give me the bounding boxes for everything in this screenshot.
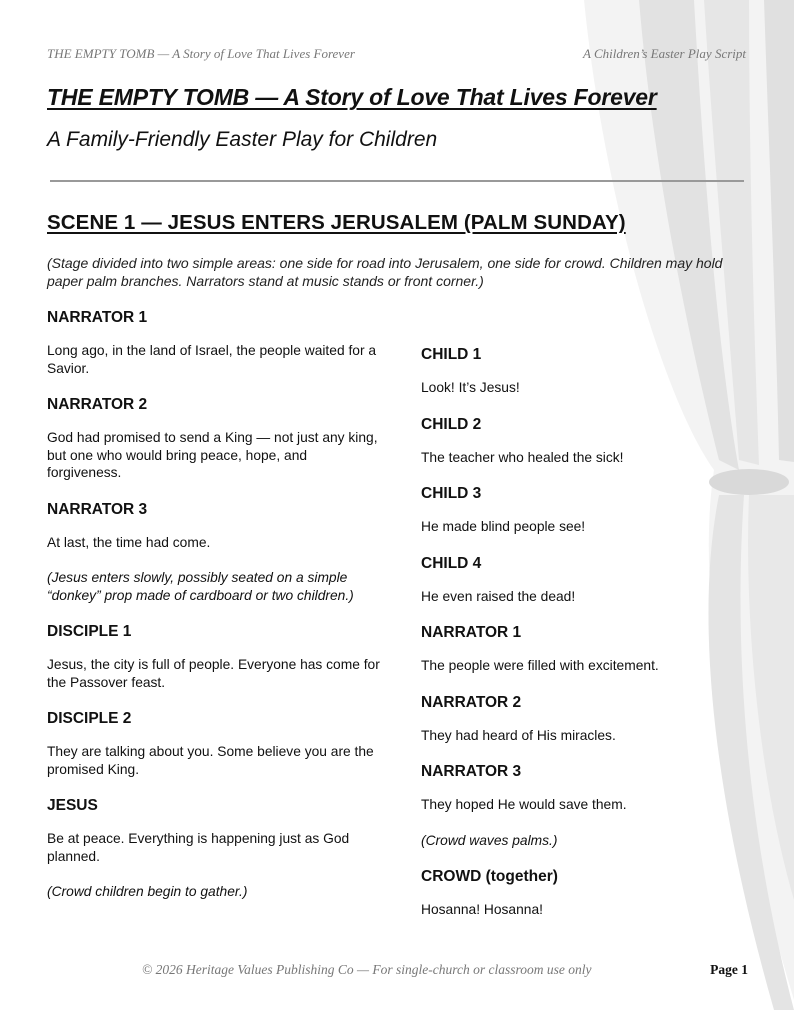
- speaker-name: CHILD 1: [421, 346, 482, 363]
- speaker-name: CROWD (together): [421, 868, 558, 885]
- stage-direction-inline: (Crowd waves palms.): [421, 832, 558, 848]
- right-column: [421, 345, 741, 937]
- speaker-name: DISCIPLE 1: [47, 623, 132, 640]
- dialogue-line: Hosanna! Hosanna!: [421, 902, 543, 917]
- running-header-left: THE EMPTY TOMB — A Story of Love That Lives Forever: [47, 46, 355, 61]
- dialogue-line: The teacher who healed the sick!: [421, 449, 624, 465]
- dialogue-line: They had heard of His miracles.: [421, 727, 616, 743]
- running-header-right: A Children’s Easter Play Script: [583, 46, 746, 61]
- stage-direction-inline: (Jesus enters slowly, possibly seated on a simple “donkey” prop made of cardboard or two children.): [47, 570, 354, 603]
- speaker-name: CHILD 4: [421, 554, 482, 572]
- page-number: Page 1: [710, 962, 748, 977]
- dialogue-line: At last, the time had come.: [47, 534, 211, 550]
- scene-title: SCENE 1 — JESUS ENTERS JERUSALEM (PALM SUNDAY): [47, 211, 626, 234]
- dialogue-line: Long ago, in the land of Israel, the people waited for a Savior.: [47, 343, 377, 376]
- title-divider: [50, 180, 744, 182]
- dialogue-line: He made blind people see!: [421, 519, 586, 534]
- stage-direction-inline: (Crowd children begin to gather.): [47, 884, 248, 899]
- speaker-name: NARRATOR 2: [47, 396, 148, 413]
- speaker-name: NARRATOR 1: [421, 624, 522, 641]
- speaker-name: NARRATOR 3: [47, 500, 148, 518]
- stage-direction: (Stage divided into two simple areas: one side for road into Jerusalem, one side for crowd. Children may hold paper palm branches. Narrators stand at music stands or front corner.): [47, 255, 723, 289]
- speaker-name: NARRATOR 2: [421, 693, 522, 711]
- document-title: THE EMPTY TOMB — A Story of Love That Lives Forever: [47, 84, 657, 110]
- running-header: [47, 46, 746, 62]
- dialogue-line: They hoped He would save them.: [421, 797, 627, 812]
- speaker-name: JESUS: [47, 797, 98, 814]
- dialogue-line: He even raised the dead!: [421, 588, 576, 604]
- dialogue-line: Look! It’s Jesus!: [421, 380, 520, 395]
- footer-copyright: © 2026 Heritage Values Publishing Co — For single-church or classroom use only: [142, 962, 592, 977]
- left-column: [47, 308, 382, 919]
- document-subtitle: A Family-Friendly Easter Play for Children: [47, 128, 438, 151]
- dialogue-line: Jesus, the city is full of people. Everyone has come for the Passover feast.: [47, 657, 380, 690]
- dialogue-line: They are talking about you. Some believe you are the promised King.: [47, 744, 374, 777]
- dialogue-line: God had promised to send a King — not just any king, but one who would bring peace, hope, and forgiveness.: [47, 430, 378, 480]
- dialogue-line: Be at peace. Everything is happening just as God planned.: [47, 831, 350, 864]
- speaker-name: NARRATOR 1: [47, 309, 148, 326]
- speaker-name: CHILD 2: [421, 415, 482, 433]
- speaker-name: CHILD 3: [421, 485, 482, 502]
- speaker-name: DISCIPLE 2: [47, 710, 132, 727]
- dialogue-line: The people were filled with excitement.: [421, 658, 659, 673]
- speaker-name: NARRATOR 3: [421, 763, 522, 780]
